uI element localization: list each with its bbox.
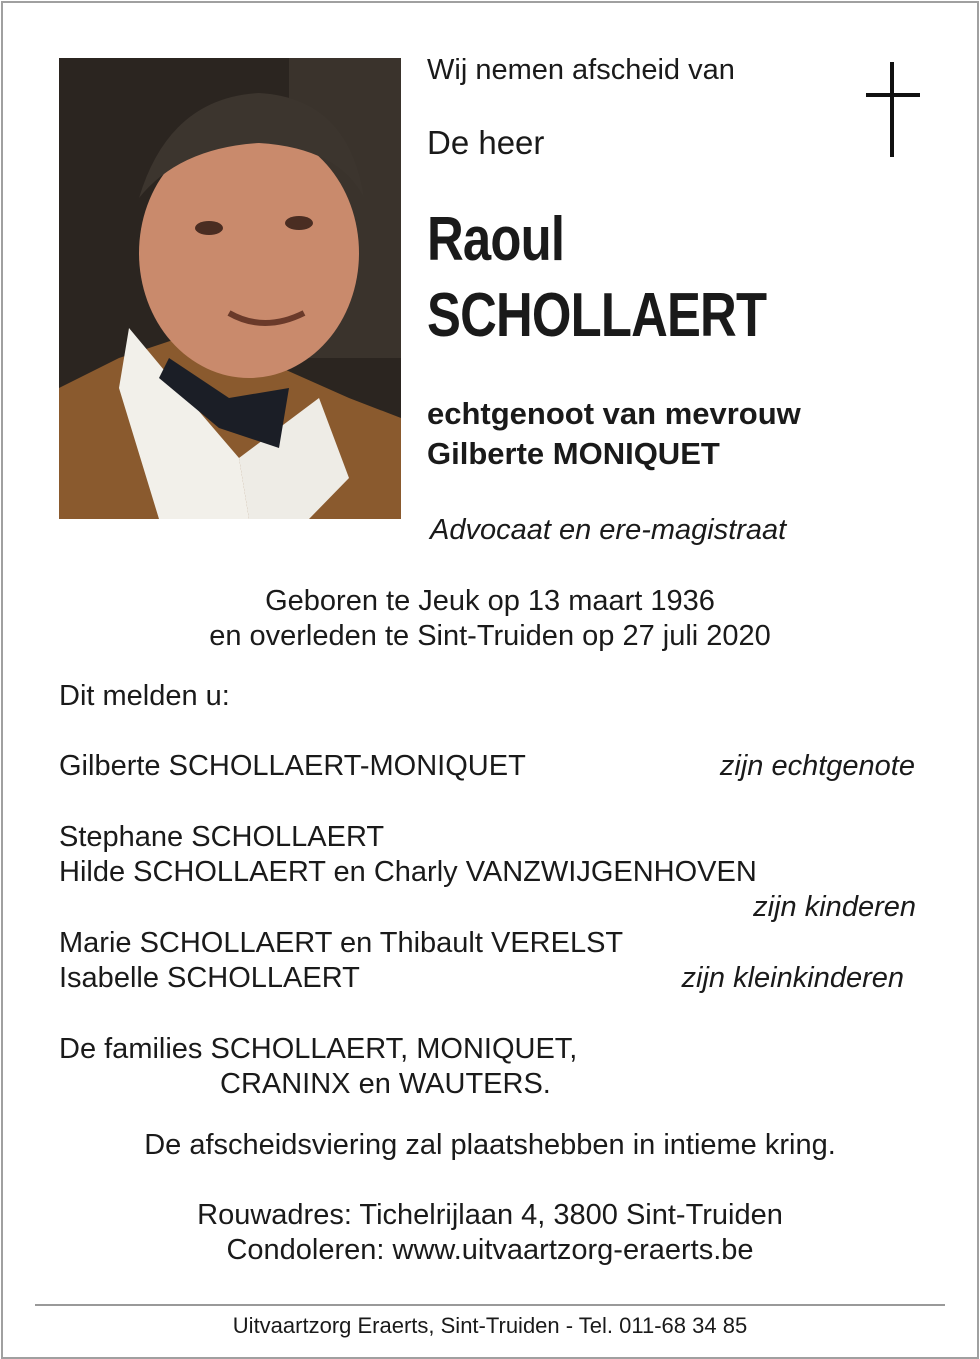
title-text: De heer bbox=[427, 124, 545, 161]
family-child-1: Stephane SCHOLLAERT bbox=[59, 821, 385, 853]
cross-icon-bar bbox=[866, 93, 920, 97]
ceremony-text: De afscheidsviering zal plaatshebben in intieme kring. bbox=[144, 1129, 836, 1161]
address-text: Rouwadres: Tichelrijlaan 4, 3800 Sint-Truiden bbox=[197, 1199, 783, 1231]
family-grandchild-1: Marie SCHOLLAERT en Thibault VERELST bbox=[59, 927, 624, 959]
families-line-1: De families SCHOLLAERT, MONIQUET, bbox=[59, 1033, 578, 1065]
condolences-text: Condoleren: www.uitvaartzorg-eraerts.be bbox=[226, 1234, 754, 1266]
grandchildren-role: zijn kleinkinderen bbox=[681, 962, 904, 994]
footer-divider bbox=[35, 1304, 945, 1306]
spouse-role: zijn echtgenote bbox=[719, 750, 915, 782]
birth-text: Geboren te Jeuk op 13 maart 1936 bbox=[265, 585, 715, 617]
profession: Advocaat en ere-magistraat bbox=[430, 514, 787, 546]
spouse-line-2: Gilberte MONIQUET bbox=[427, 436, 720, 471]
family-child-2: Hilde SCHOLLAERT en Charly VANZWIJGENHOVEN bbox=[59, 856, 757, 888]
announce-text: Dit melden u: bbox=[59, 680, 230, 712]
families-line-2: CRANINX en WAUTERS. bbox=[220, 1068, 551, 1100]
family-spouse: Gilberte SCHOLLAERT-MONIQUET bbox=[59, 750, 526, 782]
family-grandchild-2: Isabelle SCHOLLAERT bbox=[59, 962, 360, 994]
first-name: Raoul bbox=[427, 205, 565, 274]
portrait-photo bbox=[59, 58, 401, 519]
footer-text: Uitvaartzorg Eraerts, Sint-Truiden - Tel. 011-68 34 85 bbox=[232, 1313, 748, 1338]
children-role: zijn kinderen bbox=[753, 891, 916, 923]
intro-text: Wij nemen afscheid van bbox=[427, 54, 735, 86]
death-text: en overleden te Sint-Truiden op 27 juli 2020 bbox=[209, 620, 771, 652]
last-name: SCHOLLAERT bbox=[427, 281, 767, 350]
spouse-line-1: echtgenoot van mevrouw bbox=[427, 396, 801, 431]
cross-icon bbox=[890, 62, 894, 157]
